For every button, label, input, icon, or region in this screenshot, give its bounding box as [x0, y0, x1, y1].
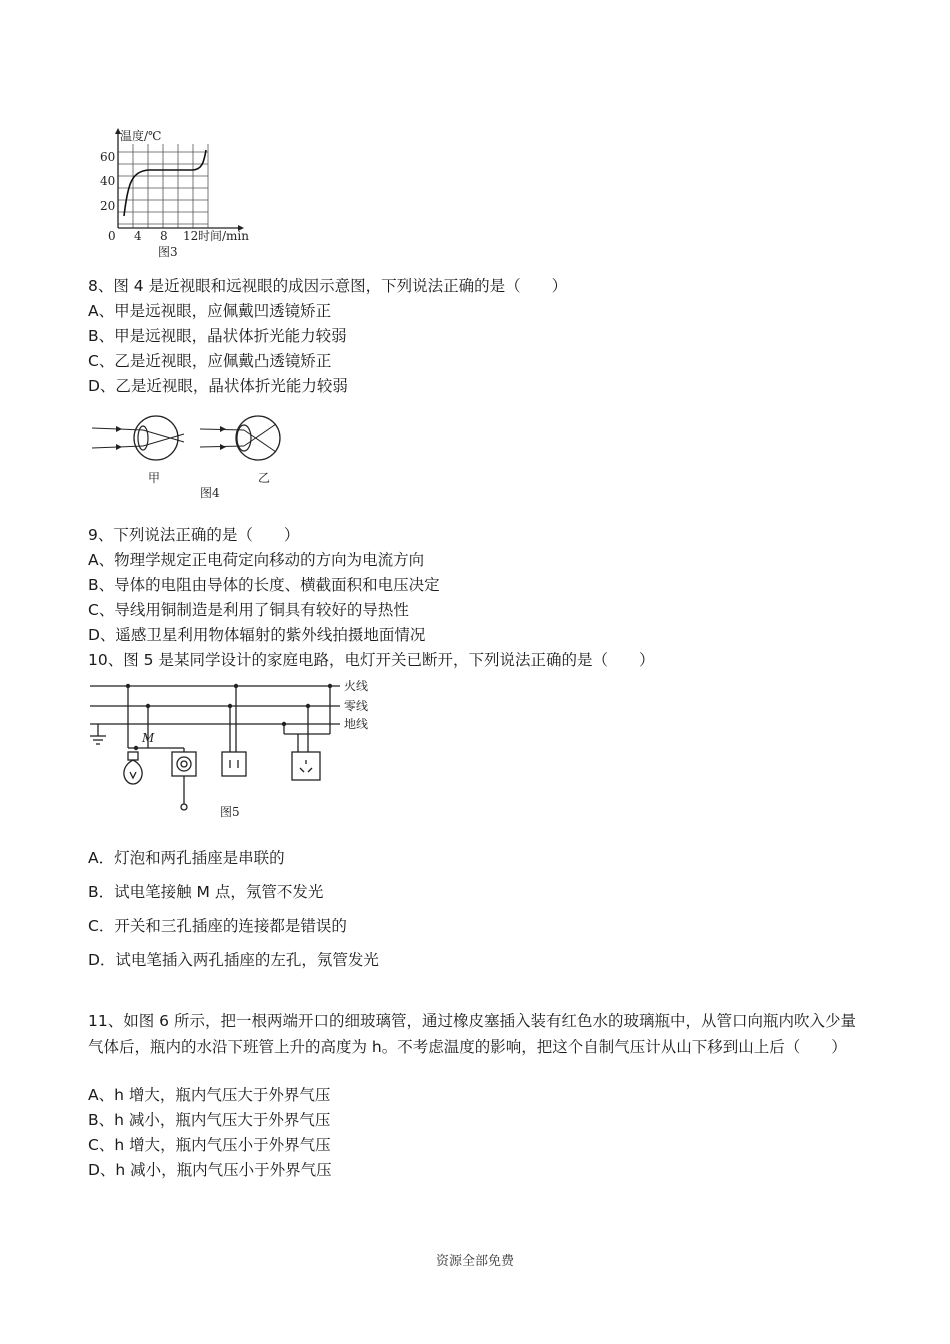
q11-option-b: B、h 减小，瓶内气压大于外界气压 [88, 1111, 331, 1129]
q9-option-a: A、物理学规定正电荷定向移动的方向为电流方向 [88, 551, 425, 569]
fig3-y-axis-label: 温度/℃ [120, 129, 162, 143]
q10-option-a: A．灯泡和两孔插座是串联的 [88, 849, 285, 867]
fig3-caption: 图3 [158, 245, 178, 259]
q8-stem: 8、图 4 是近视眼和远视眼的成因示意图，下列说法正确的是（ ） [88, 277, 568, 295]
fig5-live-label: 火线 [344, 679, 369, 693]
q10-option-c: C．开关和三孔插座的连接都是错误的 [88, 917, 347, 935]
fig5-neutral-label: 零线 [344, 699, 369, 713]
q8-option-d: D、乙是近视眼，晶状体折光能力较弱 [88, 377, 348, 395]
figure-4 [88, 402, 308, 504]
q8-option-b: B、甲是远视眼，晶状体折光能力较弱 [88, 327, 347, 345]
fig3-y-tick: 40 [100, 174, 116, 188]
q11-option-d: D、h 减小，瓶内气压小于外界气压 [88, 1161, 332, 1179]
q9-option-b: B、导体的电阻由导体的长度、横截面积和电压决定 [88, 576, 440, 594]
fig3-x-tick: 8 [160, 229, 168, 243]
fig5-caption: 图5 [220, 805, 240, 819]
fig4-caption: 图4 [200, 486, 220, 500]
figure-5 [88, 676, 388, 826]
fig3-origin-tick: 0 [108, 229, 116, 243]
q9-option-d: D、遥感卫星利用物体辐射的紫外线拍摄地面情况 [88, 626, 426, 644]
fig3-x-tick: 4 [134, 229, 142, 243]
q11-stem: 11、如图 6 所示，把一根两端开口的细玻璃管，通过橡皮塞插入装有红色水的玻璃瓶中，从管口向瓶内吹入少量气体后，瓶内的水沿下班管上升的高度为 h。不考虑温度的影响，把这个自制气压计从山下移到山上后（ ） [88, 1012, 856, 1056]
q10-stem: 10、图 5 是某同学设计的家庭电路，电灯开关已断开，下列说法正确的是（ ） [88, 651, 655, 669]
page-footer: 资源全部免费 [435, 1254, 514, 1269]
fig5-ground-label: 地线 [344, 717, 369, 731]
q10-option-b: B．试电笔接触 M 点，氖管不发光 [88, 883, 324, 901]
fig4-label-right: 乙 [258, 471, 271, 485]
q11-option-a: A、h 增大，瓶内气压大于外界气压 [88, 1086, 331, 1104]
q11-option-c: C、h 增大，瓶内气压小于外界气压 [88, 1136, 331, 1154]
fig3-x-axis-label: 时间/min [198, 229, 249, 243]
fig5-point-m: M [142, 731, 155, 745]
q9-stem: 9、下列说法正确的是（ ） [88, 526, 300, 544]
q10-option-d: D．试电笔插入两孔插座的左孔，氖管发光 [88, 951, 379, 969]
fig3-y-tick: 60 [100, 150, 116, 164]
fig3-y-tick: 20 [100, 199, 116, 213]
q8-option-c: C、乙是近视眼，应佩戴凸透镜矫正 [88, 352, 332, 370]
fig3-x-tick: 12 [183, 229, 199, 243]
q9-option-c: C、导线用铜制造是利用了铜具有较好的导热性 [88, 601, 409, 619]
q8-option-a: A、甲是远视眼，应佩戴凹透镜矫正 [88, 302, 332, 320]
figure-3 [88, 122, 268, 262]
fig4-label-left: 甲 [148, 471, 161, 485]
